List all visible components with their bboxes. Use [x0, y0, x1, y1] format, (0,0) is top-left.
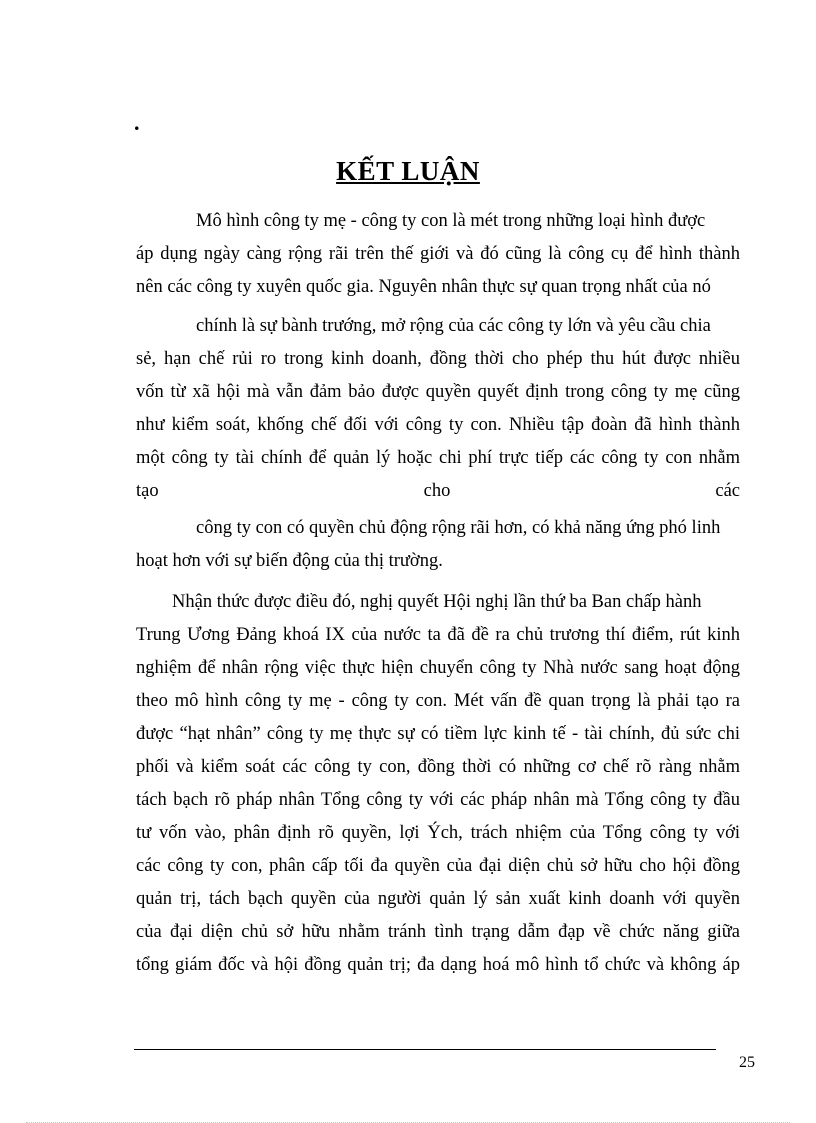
text-line: tách bạch rõ pháp nhân Tổng công ty với các pháp nhân mà Tổng công ty đầu — [136, 790, 740, 810]
text-line: tổng giám đốc và hội đồng quản trị; đa dạng hoá mô hình tổ chức và không áp — [136, 955, 740, 975]
text-line: của đại diện chủ sở hữu nhằm tránh tình trạng dẫm đạp về chức năng giữa — [136, 922, 740, 942]
text-line: áp dụng ngày càng rộng rãi trên thế giới và đó cũng là công cụ để hình thành — [136, 244, 740, 264]
text-line: công ty con có quyền chủ động rộng rãi hơn, có khả năng ứng phó linh — [196, 518, 721, 538]
text-line: phối và kiểm soát các công ty con, đồng thời có những cơ chế rõ ràng nhằm — [136, 757, 740, 777]
bullet-mark: . — [134, 110, 140, 135]
text-line: được “hạt nhân” công ty mẹ thực sự có tiềm lực kinh tế - tài chính, đủ sức chi — [136, 724, 740, 744]
page-title: KẾT LUẬN — [336, 156, 480, 186]
text-line: vốn từ xã hội mà vẫn đảm bảo được quyền quyết định trong công ty mẹ cũng — [136, 382, 740, 402]
text-line: quản trị, tách bạch quyền của người quản lý sản xuất kinh doanh với quyền — [136, 889, 740, 909]
text-line: nên các công ty xuyên quốc gia. Nguyên nhân thực sự quan trọng nhất của nó — [136, 277, 711, 297]
footer-rule — [134, 1049, 716, 1050]
text-line: theo mô hình công ty mẹ - công ty con. Mét vấn đề quan trọng là phải tạo ra — [136, 691, 740, 711]
text-line: hoạt hơn với sự biến động của thị trường. — [136, 551, 443, 571]
page-number: 25 — [739, 1054, 755, 1071]
text-line: Nhận thức được điều đó, nghị quyết Hội nghị lần thứ ba Ban chấp hành — [172, 592, 702, 612]
text-line: sẻ, hạn chế rủi ro trong kinh doanh, đồng thời cho phép thu hút được nhiều — [136, 349, 740, 369]
text-line: tạo cho các — [136, 481, 740, 501]
text-line: nghiệm để nhân rộng việc thực hiện chuyển công ty Nhà nước sang hoạt động — [136, 658, 740, 678]
text-line: các công ty con, phân cấp tối đa quyền của đại diện chủ sở hữu cho hội đồng — [136, 856, 740, 876]
text-line: Mô hình công ty mẹ - công ty con là mét trong những loại hình được — [196, 211, 706, 231]
text-line: một công ty tài chính để quản lý hoặc chi phí trực tiếp các công ty con nhằm — [136, 448, 740, 468]
text-line: tư vốn vào, phân định rõ quyền, lợi Ých, trách nhiệm của Tổng công ty với — [136, 823, 740, 843]
text-line: như kiểm soát, khống chế đối với công ty con. Nhiều tập đoàn đã hình thành — [136, 415, 740, 435]
text-line: Trung Ương Đảng khoá IX của nước ta đã đề ra chủ trương thí điểm, rút kinh — [136, 625, 740, 645]
text-line: chính là sự bành trướng, mở rộng của các công ty lớn và yêu cầu chia — [196, 316, 711, 336]
